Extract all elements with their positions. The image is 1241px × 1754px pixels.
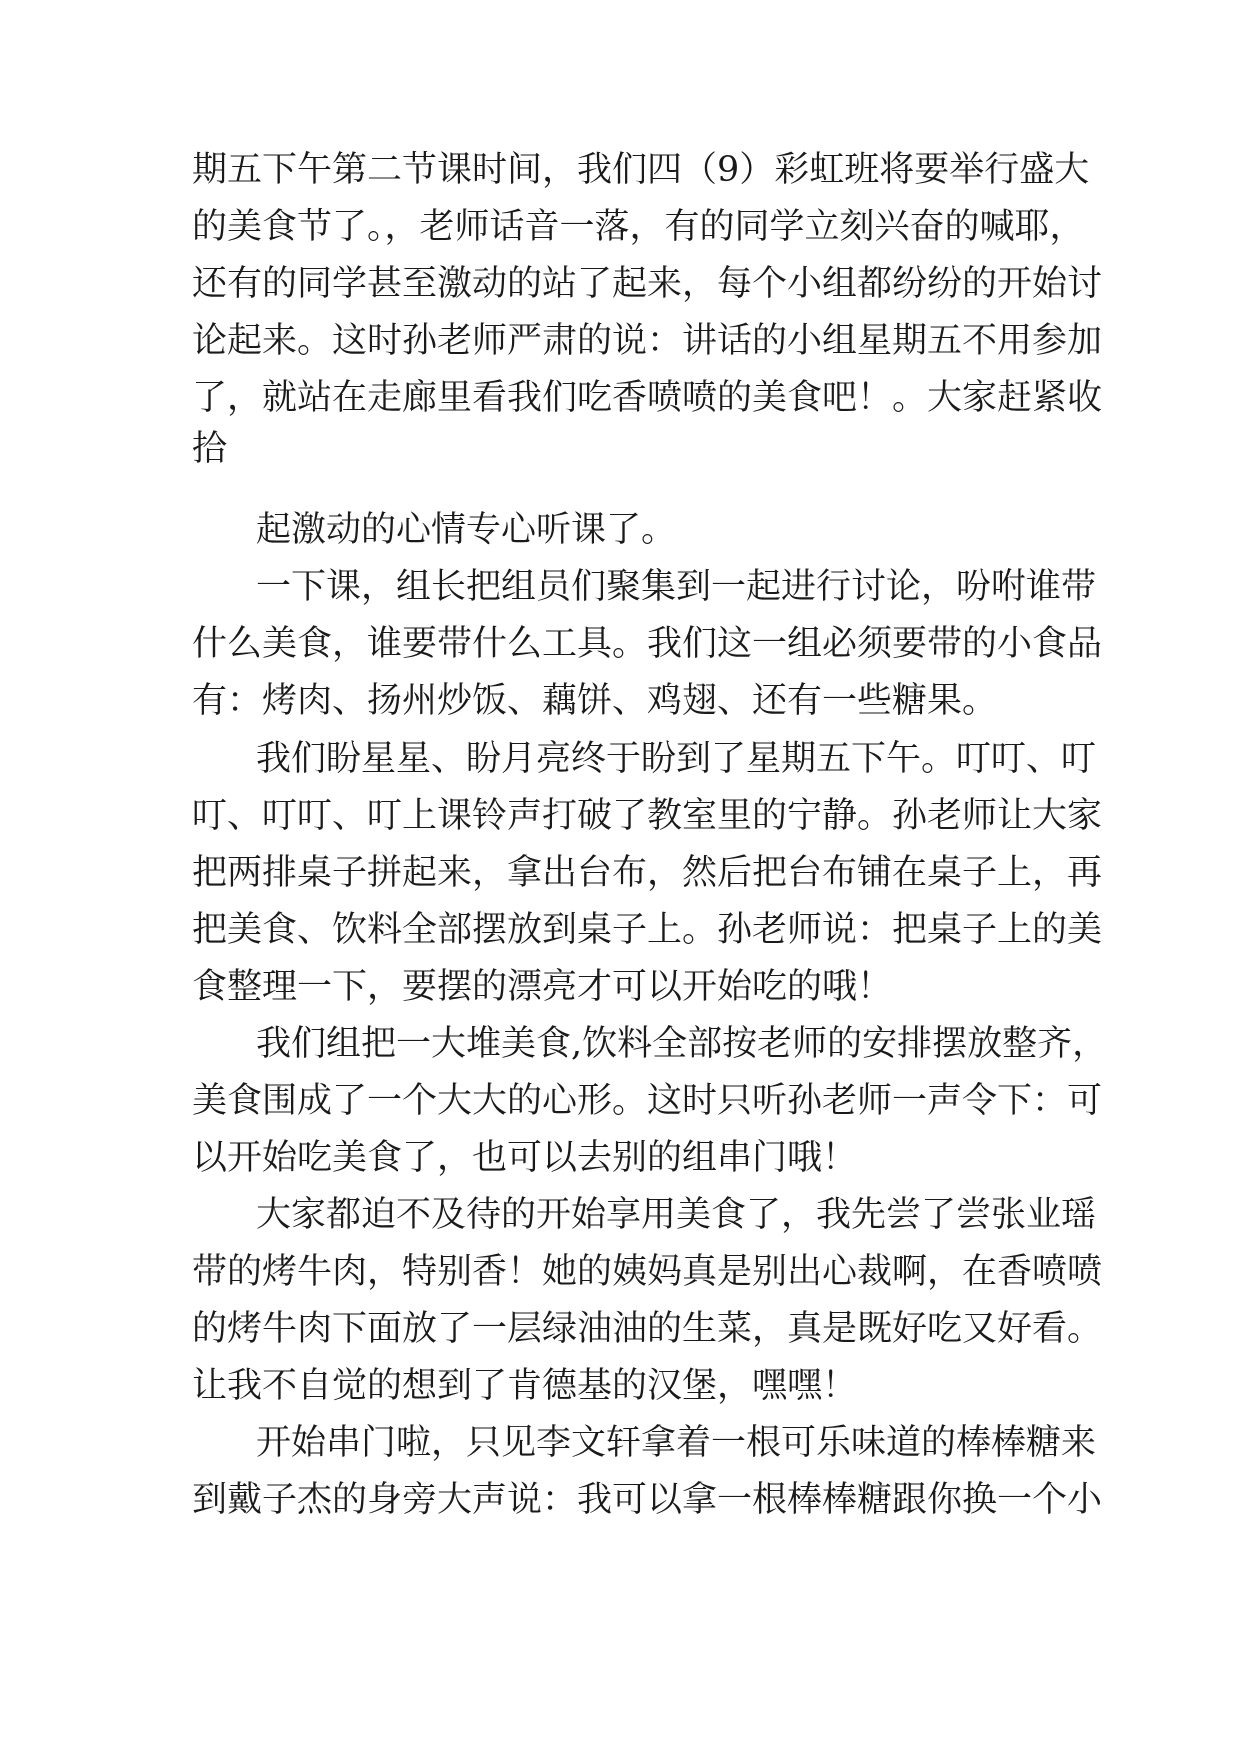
text-line: 什么美食，谁要带什么工具。我们这一组必须要带的小食品 — [192, 624, 1103, 664]
text-line: 食整理一下，要摆的漂亮才可以开始吃的哦！ — [192, 967, 893, 1007]
text-line: 叮、叮叮、叮上课铃声打破了教室里的宁静。孙老师让大家 — [192, 796, 1103, 836]
text-line: 还有的同学甚至激动的站了起来，每个小组都纷纷的开始讨 — [192, 264, 1103, 304]
text-line: 起激动的心情专心听课了。 — [256, 510, 677, 550]
text-line: 拾 — [192, 429, 228, 469]
text-line: 的美食节了。，老师话音一落，有的同学立刻兴奋的喊耶， — [192, 207, 1085, 247]
text-line: 我们组把一大堆美食,饮料全部按老师的安排摆放整齐， — [256, 1024, 1108, 1064]
text-line: 带的烤牛肉，特别香！她的姨妈真是别出心裁啊，在香喷喷 — [192, 1252, 1103, 1292]
text-line: 一下课，组长把组员们聚集到一起进行讨论，吩咐谁带 — [256, 567, 1097, 607]
text-line: 有：烤肉、扬州炒饭、藕饼、鸡翅、还有一些糖果。 — [192, 681, 998, 721]
text-line: 我们盼星星、盼月亮终于盼到了星期五下午。叮叮、叮 — [256, 739, 1097, 779]
text-line: 美食围成了一个大大的心形。这时只听孙老师一声令下：可 — [192, 1081, 1103, 1121]
text-line: 到戴子杰的身旁大声说：我可以拿一根棒棒糖跟你换一个小 — [192, 1480, 1103, 1520]
text-line: 期五下午第二节课时间，我们四（9）彩虹班将要举行盛大 — [192, 150, 1090, 190]
text-line: 以开始吃美食了，也可以去别的组串门哦！ — [192, 1138, 858, 1178]
text-line: 的烤牛肉下面放了一层绿油油的生菜，真是既好吃又好看。 — [192, 1309, 1103, 1349]
text-line: 让我不自觉的想到了肯德基的汉堡，嘿嘿！ — [192, 1366, 858, 1406]
text-line: 大家都迫不及待的开始享用美食了，我先尝了尝张业瑶 — [256, 1195, 1097, 1235]
text-line: 论起来。这时孙老师严肃的说：讲话的小组星期五不用参加 — [192, 321, 1103, 361]
text-line: 开始串门啦，只见李文轩拿着一根可乐味道的棒棒糖来 — [256, 1423, 1097, 1463]
text-line: 了，就站在走廊里看我们吃香喷喷的美食吧！。大家赶紧收 — [192, 378, 1103, 418]
text-line: 把美食、饮料全部摆放到桌子上。孙老师说：把桌子上的美 — [192, 910, 1103, 950]
text-line: 把两排桌子拼起来，拿出台布，然后把台布铺在桌子上，再 — [192, 853, 1103, 893]
